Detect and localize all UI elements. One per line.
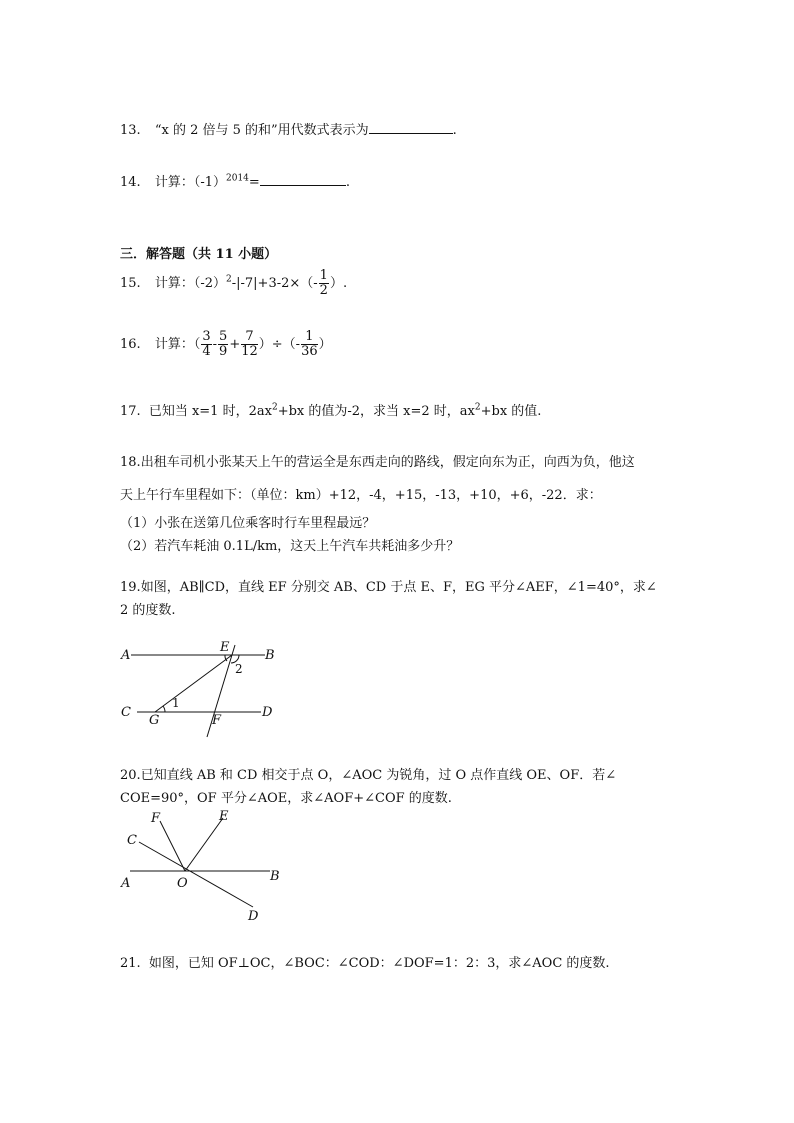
operator: -	[212, 337, 218, 352]
question-text-line-1: 出租车司机小张某天上午的营运全是东西走向的路线，假定向东为正，向西为负，他这	[140, 455, 635, 470]
label-a: A	[121, 876, 131, 891]
label-f: F	[151, 811, 161, 826]
question-text-mid: +bx 的值为-2，求当 x=2 时，ax	[277, 404, 475, 419]
label-c: C	[127, 833, 137, 848]
question-18-sub-1: （1）小张在送第几位乘客时行车里程最远？	[120, 516, 376, 531]
fraction-numerator: 1	[301, 330, 318, 345]
exponent: 2	[474, 402, 481, 413]
question-number: 20.	[120, 768, 141, 783]
figure-19	[115, 635, 285, 745]
question-text: “x 的 2 倍与 5 的和”用代数式表示为	[154, 123, 369, 138]
question-18	[120, 451, 635, 470]
question-text: 如图，已知 OF⊥OC，∠BOC：∠COD：∠DOF=1：2：3，求∠AOC 的度数.	[148, 956, 610, 971]
fraction-numerator: 5	[219, 329, 228, 344]
question-14	[120, 171, 350, 190]
label-c: C	[121, 705, 131, 720]
question-number: 18.	[120, 455, 141, 470]
ray-oe	[185, 818, 223, 871]
question-text-line-1: 已知直线 AB 和 CD 相交于点 O，∠AOC 为锐角，过 O 点作直线 OE、OF．若∠	[140, 768, 617, 783]
question-18-line-2: 天上午行车里程如下：（单位：km）+12，-4，+15，-13，+10，+6，-22．求：	[120, 488, 602, 503]
question-text: 计算：（-1）	[154, 175, 226, 190]
question-number: 21.	[120, 956, 141, 971]
label-b: B	[270, 869, 280, 884]
question-end: ）	[318, 337, 332, 352]
section-heading: 三．解答题（共 11 小题）	[120, 247, 278, 262]
question-text-line-1: 如图，AB∥CD，直线 EF 分别交 AB、CD 于点 E、F，EG 平分∠AEF，∠1=40°，求∠	[140, 580, 657, 595]
answer-blank	[260, 173, 346, 186]
angle-1-arc	[163, 706, 165, 712]
label-f: F	[212, 713, 222, 728]
question-21	[120, 952, 610, 971]
answer-blank	[369, 121, 453, 134]
figure-20	[115, 808, 285, 923]
question-20	[120, 764, 616, 783]
fraction-2	[218, 330, 228, 359]
question-13	[120, 119, 457, 138]
question-text-mid: ）÷（-	[258, 337, 301, 352]
question-text: 计算：（	[154, 337, 201, 352]
label-angle-1: 1	[172, 696, 180, 710]
label-d: D	[262, 705, 273, 720]
question-text: 已知当 x=1 时，2ax	[148, 404, 272, 419]
question-19-line-2: 2 的度数.	[120, 603, 176, 618]
question-number: 14.	[120, 175, 141, 190]
label-d: D	[248, 909, 259, 923]
fraction-1	[201, 330, 211, 359]
question-16	[120, 330, 332, 359]
question-end: ）.	[329, 276, 348, 291]
label-b: B	[265, 648, 275, 663]
label-angle-2: 2	[235, 662, 243, 676]
question-end: .	[345, 175, 350, 190]
question-20-line-2: COE=90°，OF 平分∠AOE，求∠AOF+∠COF 的度数.	[120, 791, 452, 806]
exponent: 2	[271, 402, 278, 413]
fraction	[319, 269, 329, 298]
fraction-denominator: 4	[202, 344, 211, 359]
fraction-denominator: 2	[319, 283, 328, 298]
question-number: 16.	[120, 337, 141, 352]
question-18-sub-2: （2）若汽车耗油 0.1L/km，这天上午汽车共耗油多少升？	[120, 539, 460, 554]
fraction-denominator: 12	[241, 344, 258, 359]
question-number: 19.	[120, 580, 141, 595]
fraction-denominator: 36	[301, 344, 318, 359]
fraction-numerator: 7	[241, 330, 258, 345]
fraction-numerator: 3	[202, 329, 211, 344]
question-15	[120, 269, 347, 298]
fraction-3	[241, 330, 258, 359]
question-number: 15.	[120, 276, 141, 291]
equals-sign: =	[248, 175, 260, 190]
question-19	[120, 576, 657, 595]
question-text-mid: -|-7|+3-2×（-	[231, 276, 318, 291]
exponent: 2014	[226, 173, 249, 184]
label-o: O	[177, 876, 188, 891]
question-end: .	[452, 123, 457, 138]
question-17	[120, 400, 541, 419]
label-e: E	[219, 809, 229, 824]
ray-of	[160, 821, 185, 871]
question-number: 13.	[120, 123, 141, 138]
fraction-numerator: 1	[319, 268, 328, 283]
line-eg	[155, 655, 232, 712]
line-cd	[139, 842, 253, 907]
question-text: 计算：（-2）	[154, 276, 226, 291]
fraction-4	[301, 330, 318, 359]
operator: +	[229, 337, 241, 352]
question-number: 17.	[120, 404, 141, 419]
question-text-end: +bx 的值.	[480, 404, 542, 419]
label-g: G	[149, 713, 160, 728]
fraction-denominator: 9	[219, 344, 228, 359]
label-a: A	[121, 648, 131, 663]
label-e: E	[220, 640, 230, 655]
exponent: 2	[226, 274, 232, 285]
